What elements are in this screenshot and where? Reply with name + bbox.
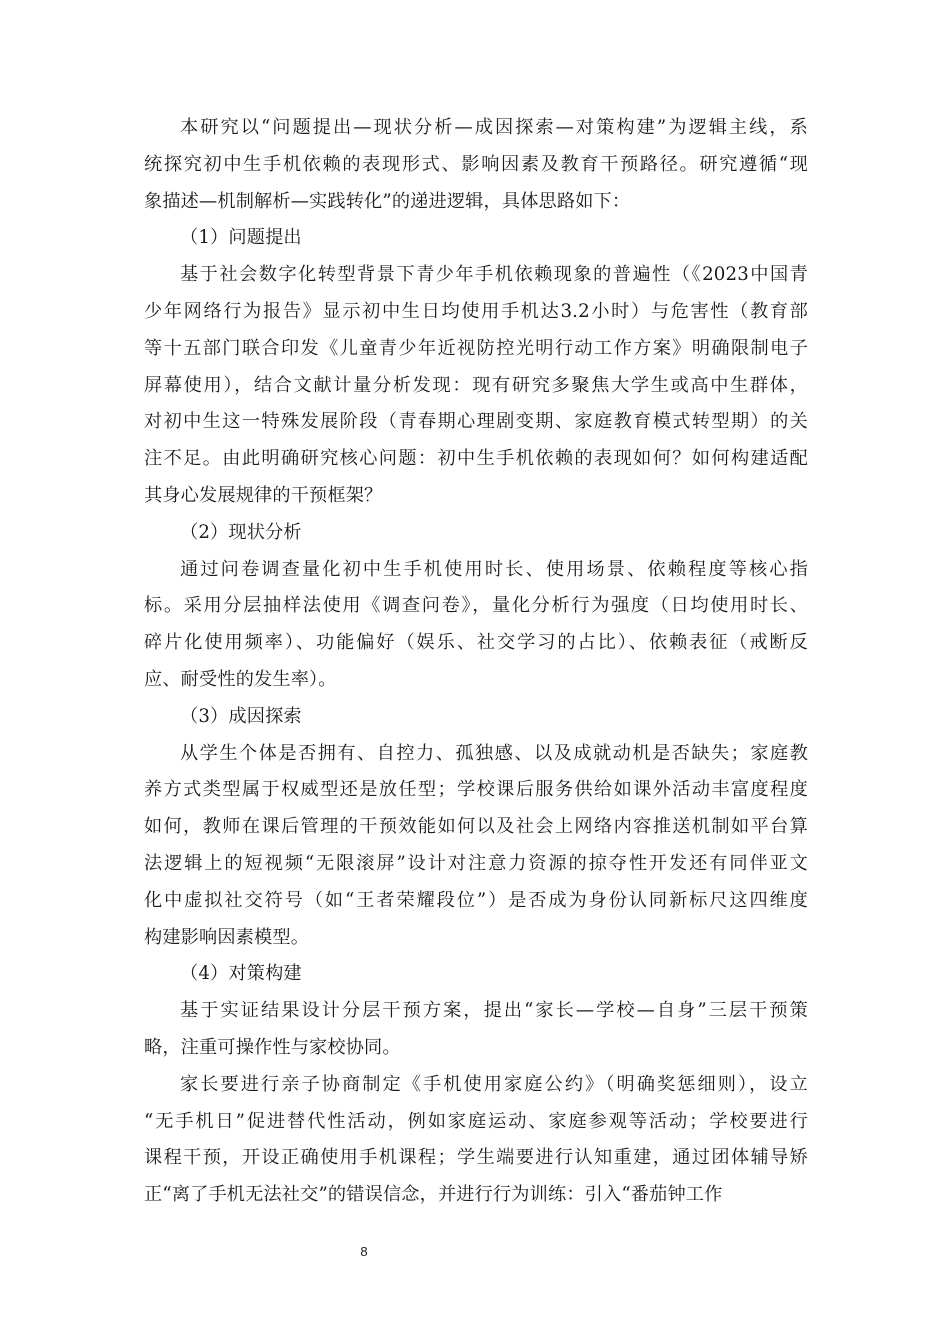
- section-heading-3: （3）成因探索: [180, 705, 302, 727]
- text-line: 构建影响因素模型。: [144, 926, 310, 948]
- text-line: 通过问卷调查量化初中生手机使用时长、使用场景、依赖程度等核心指: [180, 558, 808, 580]
- text-line: 注不足。由此明确研究核心问题：初中生手机依赖的表现如何？如何构建适配: [144, 448, 808, 470]
- text-line: 略，注重可操作性与家校协同。: [144, 1036, 401, 1058]
- body-text: [144, 110, 808, 1214]
- text-line: 化中虚拟社交符号（如“王者荣耀段位”）是否成为身份认同新标尺这四维度: [144, 889, 808, 911]
- section-heading-2: （2）现状分析: [180, 521, 302, 543]
- text-line: 屏幕使用），结合文献计量分析发现：现有研究多聚焦大学生或高中生群体，: [144, 374, 808, 396]
- text-line: 课程干预，开设正确使用手机课程；学生端要进行认知重建，通过团体辅导矫: [144, 1147, 808, 1169]
- text-line: 法逻辑上的短视频“无限滚屏”设计对注意力资源的掠夺性开发还有同伴亚文: [144, 852, 808, 874]
- text-line: “无手机日”促进替代性活动，例如家庭运动、家庭参观等活动；学校要进行: [144, 1110, 808, 1132]
- section-heading-1: （1）问题提出: [180, 227, 302, 249]
- page-number: 8: [360, 1244, 368, 1259]
- text-line: 养方式类型属于权威型还是放任型；学校课后服务供给如课外活动丰富度程度: [144, 779, 808, 801]
- text-line: 少年网络行为报告》显示初中生日均使用手机达3.2小时）与危害性（教育部: [144, 300, 808, 322]
- text-line: 应、耐受性的发生率）。: [144, 668, 337, 690]
- text-line: 象描述—机制解析—实践转化”的递进逻辑，具体思路如下：: [144, 190, 631, 212]
- text-line: 家长要进行亲子协商制定《手机使用家庭公约》（明确奖惩细则），设立: [180, 1073, 808, 1095]
- text-line: 如何，教师在课后管理的干预效能如何以及社会上网络内容推送机制如平台算: [144, 816, 808, 838]
- text-line: 对初中生这一特殊发展阶段（青春期心理剧变期、家庭教育模式转型期）的关: [144, 411, 808, 433]
- text-line: 其身心发展规律的干预框架？: [144, 484, 383, 506]
- text-line: 基于实证结果设计分层干预方案，提出“家长—学校—自身”三层干预策: [180, 1000, 808, 1022]
- text-line: 本研究以“问题提出—现状分析—成因探索—对策构建”为逻辑主线，系: [180, 117, 808, 138]
- text-line: 基于社会数字化转型背景下青少年手机依赖现象的普遍性（《2023中国青: [180, 264, 808, 286]
- text-line: 正“离了手机无法社交”的错误信念，并进行行为训练：引入“番茄钟工作: [144, 1184, 723, 1206]
- text-line: 等十五部门联合印发《儿童青少年近视防控光明行动工作方案》明确限制电子: [144, 337, 808, 359]
- text-line: 碎片化使用频率）、功能偏好（娱乐、社交学习的占比）、依赖表征（戒断反: [144, 632, 808, 654]
- section-heading-4: （4）对策构建: [180, 963, 302, 985]
- text-line: 从学生个体是否拥有、自控力、孤独感、以及成就动机是否缺失；家庭教: [180, 742, 808, 764]
- text-line: 标。采用分层抽样法使用《调查问卷》，量化分析行为强度（日均使用时长、: [144, 595, 808, 617]
- text-line: 统探究初中生手机依赖的表现形式、影响因素及教育干预路径。研究遵循“现: [144, 153, 808, 175]
